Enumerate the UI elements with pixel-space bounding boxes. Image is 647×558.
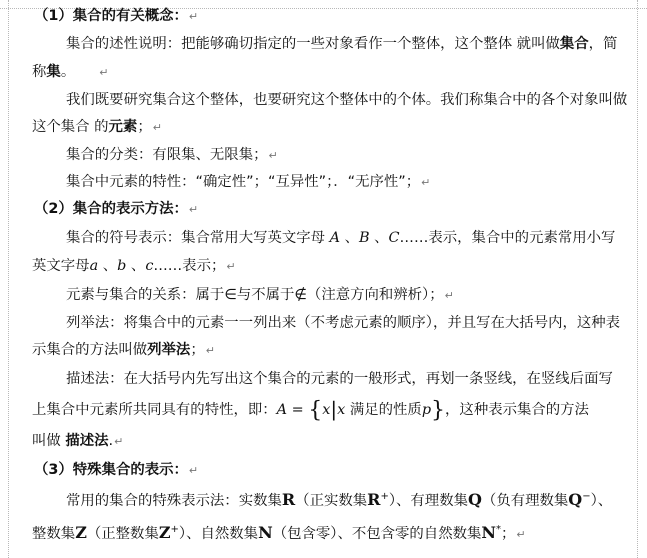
- text-run: 、: [369, 230, 389, 246]
- section-title: （1）集合的有关概念：: [34, 8, 188, 24]
- text-run: 。: [60, 64, 76, 80]
- superscript-plus: +: [380, 491, 389, 503]
- set-Q-minus: Q: [568, 490, 583, 509]
- text-run: 集合的符号表示：集合常用大写英文字母: [66, 230, 330, 246]
- paragraph-special-sets: [66, 489, 612, 510]
- text-run: 称: [32, 64, 47, 80]
- paragraph-element-definition-cont: [32, 115, 162, 136]
- text-run: 列举法：将集合中的元素一一列出来（不考虑元素的顺序），并且写在大括号内，这种表: [66, 315, 621, 331]
- text-run: 集合的述性说明：把能够确切指定的一些对象看作一个整体，这个整体 就叫做: [66, 36, 560, 52]
- text-run: 、: [126, 258, 146, 274]
- text-run: 集合的分类：有限集、无限集；: [66, 147, 268, 163]
- text-run: 整数集: [32, 526, 76, 542]
- term-description: 描述法: [65, 433, 109, 449]
- formula-var-x: x: [322, 402, 331, 418]
- term-enumeration: 列举法: [147, 342, 191, 358]
- formula-text: 满足的性质: [345, 402, 422, 418]
- text-run: ……表示；: [153, 258, 226, 274]
- right-brace: }: [431, 398, 446, 423]
- paragraph-description-method: [66, 367, 613, 388]
- set-R: R: [281, 490, 296, 509]
- text-run: 、: [98, 258, 118, 274]
- superscript-plus: +: [170, 524, 179, 536]
- symbol-a: a: [89, 258, 99, 274]
- section-title: （3）特殊集合的表示：: [34, 462, 188, 478]
- formula-equals: =: [287, 402, 309, 418]
- paragraph-mark-icon: ↵: [99, 66, 109, 79]
- text-run: ……表示，集合中的元素常用小写: [399, 230, 616, 246]
- paragraph-mark-icon: ↵: [188, 203, 199, 216]
- paragraph-mark-icon: ↵: [268, 149, 278, 162]
- formula-var-x: x: [337, 402, 346, 418]
- page-margin-guide-left: [8, 0, 9, 558]
- term-element: 元素: [108, 119, 138, 135]
- formula-symbol-A: A: [276, 402, 288, 418]
- text-run: 集合中元素的特性：“确定性”；“互异性”；．“无序性”；: [66, 174, 421, 190]
- paragraph-mark-icon: ↵: [205, 344, 215, 357]
- section-title: （2）集合的表示方法：: [34, 201, 188, 217]
- paragraph-description-method-end: [32, 429, 123, 450]
- text-run: .: [108, 433, 114, 449]
- paragraph-mark-icon: ↵: [188, 464, 199, 477]
- text-run: ）、有理数集: [388, 493, 468, 509]
- paragraph-mark-icon: ↵: [114, 435, 124, 448]
- symbol-b: b: [117, 258, 127, 274]
- text-run: 我们既要研究集合这个整体，也要研究这个整体中的个体。我们称集合中的各个对象叫做: [66, 92, 628, 108]
- text-run: ）、自然数集: [178, 526, 259, 542]
- formula-var-p: p: [421, 402, 432, 418]
- text-run: ，简: [588, 36, 618, 52]
- symbol-A: A: [329, 230, 341, 246]
- set-Q: Q: [467, 490, 482, 509]
- set-N: N: [258, 523, 273, 542]
- paragraph-description-method-cont: [32, 397, 589, 423]
- paragraph-mark-icon: ↵: [188, 10, 199, 23]
- text-run: （负有理数集: [481, 493, 569, 509]
- section-heading-1: [34, 4, 198, 25]
- left-brace: {: [308, 398, 323, 423]
- paragraph-mark-icon: ↵: [444, 289, 454, 302]
- paragraph-element-properties: [66, 170, 430, 191]
- symbol-B: B: [358, 230, 370, 246]
- set-builder-formula: [276, 397, 446, 423]
- paragraph-membership: [66, 283, 454, 304]
- text-run: 这个集合 的: [32, 119, 109, 135]
- paragraph-mark-icon: ↵: [152, 121, 162, 134]
- paragraph-set-definition: [66, 32, 617, 53]
- text-run: （正实数集: [295, 493, 368, 509]
- superscript-star: *: [496, 524, 501, 536]
- text-run: ；: [137, 119, 152, 135]
- text-run: 上集合中元素所共同具有的特性，即：: [32, 402, 277, 418]
- text-run: 英文字母: [32, 258, 90, 274]
- symbol-C: C: [388, 230, 400, 246]
- text-run: 描述法：在大括号内先写出这个集合的元素的一般形式，再划一条竖线，在竖线后面写: [66, 371, 613, 387]
- text-run: 常用的集合的特殊表示法：实数集: [66, 493, 282, 509]
- set-Z-plus: Z: [158, 523, 171, 542]
- symbol-c: c: [145, 258, 154, 274]
- paragraph-element-definition: [66, 88, 627, 109]
- paragraph-mark-icon: ↵: [421, 176, 431, 189]
- term-set: 集合: [559, 36, 589, 52]
- vertical-bar: |: [330, 397, 338, 421]
- superscript-minus: −: [582, 491, 591, 503]
- set-Z: Z: [75, 523, 87, 542]
- text-run: 、: [340, 230, 359, 246]
- text-run: 元素与集合的关系：属于∈与不属于∉（注意方向和辨析）；: [66, 287, 444, 303]
- page-margin-guide-right: [637, 0, 638, 558]
- section-heading-3: [34, 458, 198, 479]
- set-N-star: N: [481, 523, 496, 542]
- text-run: （正整数集: [86, 526, 159, 542]
- paragraph-symbol-notation-cont: [32, 254, 236, 275]
- term-ji: 集: [46, 64, 61, 80]
- paragraph-enumeration-method: [66, 311, 620, 332]
- text-run: 叫做: [32, 433, 66, 449]
- paragraph-symbol-notation: [66, 226, 615, 247]
- text-run: （包含零）、不包含零的自然数集: [272, 526, 482, 542]
- paragraph-special-sets-cont: [32, 522, 526, 543]
- section-heading-2: [34, 197, 198, 218]
- text-run: ；: [190, 342, 205, 358]
- paragraph-enumeration-method-cont: [32, 338, 215, 359]
- text-run: ；: [501, 526, 516, 542]
- paragraph-set-classification: [66, 143, 278, 164]
- paragraph-mark-icon: ↵: [516, 528, 526, 541]
- paragraph-mark-icon: ↵: [226, 260, 236, 273]
- text-run: ）、: [590, 493, 613, 509]
- text-run: ，这种表示集合的方法: [445, 402, 589, 418]
- set-R-plus: R: [367, 490, 381, 509]
- paragraph-set-definition-cont: [32, 60, 108, 81]
- text-run: 示集合的方法叫做: [32, 342, 148, 358]
